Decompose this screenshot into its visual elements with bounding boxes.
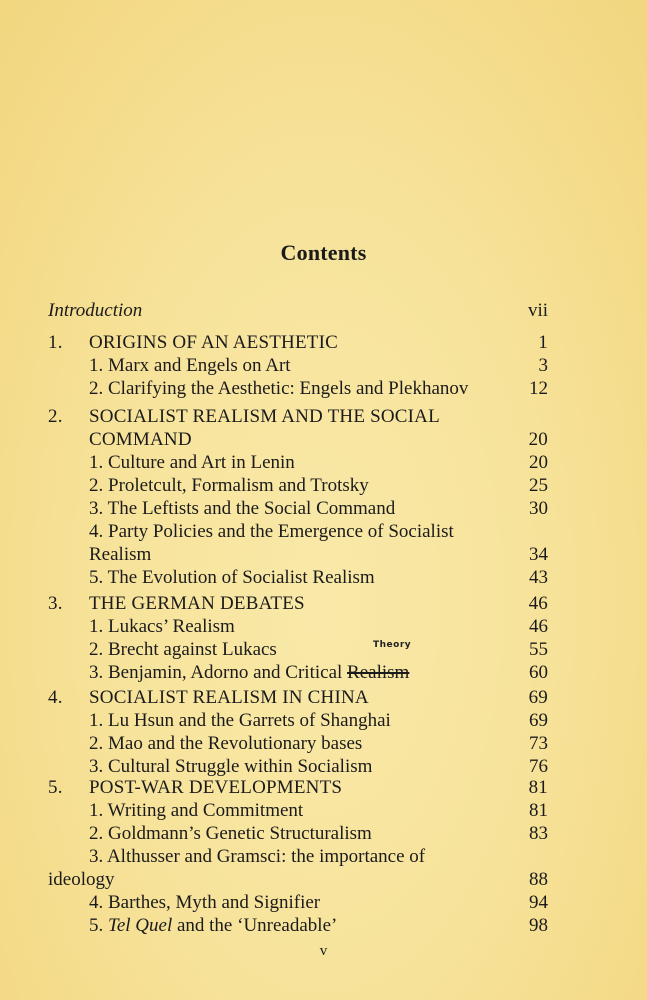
section-title [89,915,337,937]
section-page: 98 [529,915,548,936]
section-page: 94 [529,892,548,913]
section-title-line1: 4. Party Policies and the Emergence of Socialist [89,521,454,542]
chapter-title-line1: SOCIALIST REALISM AND THE SOCIAL [89,406,440,427]
section-title: 2. Brecht against Lukacs [89,639,277,660]
section-title: 4. Barthes, Myth and Signifier [89,892,321,913]
section-page: 60 [529,662,548,683]
handwritten-annotation: Theory [373,640,412,650]
section-title-line1: 3. Althusser and Gramsci: the importance of [89,846,426,867]
section-page: 25 [529,475,548,496]
section-title [89,662,409,684]
section-title: 2. Proletcult, Formalism and Trotsky [89,475,369,496]
intro-page: vii [527,300,548,321]
section-page: 69 [529,710,548,731]
section-page: 73 [529,733,548,754]
section-page: 3 [538,355,548,376]
chapter-page: 81 [528,777,548,798]
section-page: 20 [529,452,548,473]
chapter-number: 3. [48,593,63,614]
chapter-title: THE GERMAN DEBATES [89,593,305,614]
section-title: 3. Cultural Struggle within Socialism [89,756,373,777]
section-title: 1. Writing and Commitment [89,800,304,821]
chapter-number: 5. [48,777,63,798]
chapter-page: 46 [528,593,548,614]
page-folio: v [319,943,328,959]
chapter-page: 69 [528,687,548,708]
section-title: 3. The Leftists and the Social Command [89,498,396,519]
section-page: 34 [529,544,548,565]
chapter-page: 20 [528,429,548,450]
chapter-title: POST-WAR DEVELOPMENTS [89,777,343,798]
section-title-line2: Realism [89,544,152,565]
section-title: 2. Clarifying the Aesthetic: Engels and Plekhanov [89,378,469,399]
chapter-title-line2: COMMAND [89,429,192,450]
intro-label: Introduction [48,300,143,321]
italic-title: Tel Quel [108,915,173,936]
chapter-page: 1 [538,332,548,353]
section-page: 55 [529,639,548,660]
section-title: 1. Marx and Engels on Art [89,355,291,376]
section-page: 83 [529,823,548,844]
section-page: 30 [529,498,548,519]
section-title: 1. Culture and Art in Lenin [89,452,295,473]
chapter-number: 2. [48,406,63,427]
section-title: 1. Lukacs’ Realism [89,616,235,637]
chapter-number: 4. [48,687,63,708]
chapter-title: ORIGINS OF AN AESTHETIC [89,332,338,353]
section-title: 1. Lu Hsun and the Garrets of Shanghai [89,710,391,731]
section-page: 43 [529,567,548,588]
section-number: 5. [89,915,108,936]
section-page: 81 [529,800,548,821]
section-title: 5. The Evolution of Socialist Realism [89,567,375,588]
struck-word: Realism [347,662,410,683]
section-page: 46 [529,616,548,637]
section-page: 12 [529,378,548,399]
page-title: Contents [280,240,367,265]
section-title: 2. Mao and the Revolutionary bases [89,733,363,754]
section-page: 88 [529,869,548,890]
section-title: 2. Goldmann’s Genetic Structuralism [89,823,372,844]
chapter-title: SOCIALIST REALISM IN CHINA [89,687,369,708]
section-page: 76 [529,756,548,777]
section-title-rest: and the ‘Unreadable’ [172,915,338,936]
section-title-text: 3. Benjamin, Adorno and Critical [89,662,348,683]
section-title-line2: ideology [48,869,115,890]
chapter-number: 1. [48,332,63,353]
